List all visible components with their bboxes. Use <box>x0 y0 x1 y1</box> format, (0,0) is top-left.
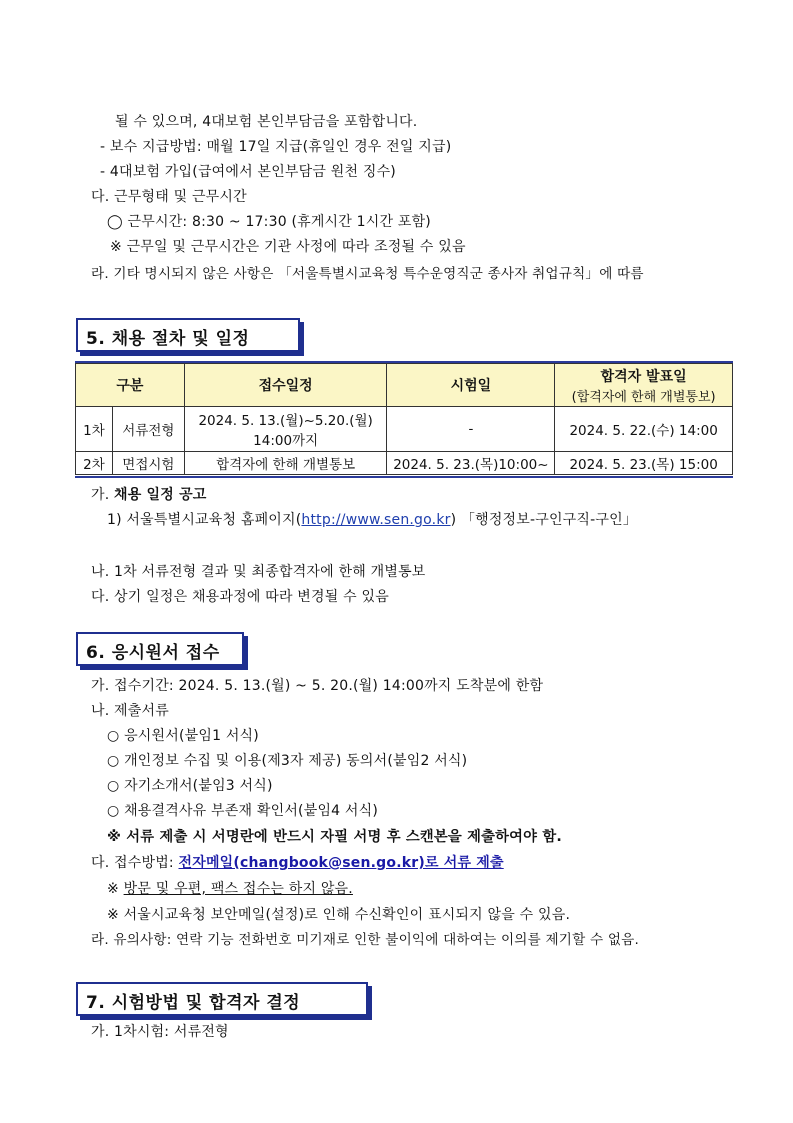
section6-ga: 가. 접수기간: 2024. 5. 13.(월) ~ 5. 20.(월) 14:00까지 도착분에 한함 <box>91 678 544 694</box>
intro-line: 될 수 있으며, 4대보험 본인부담금을 포함합니다. <box>115 114 418 130</box>
section-5-header <box>76 318 300 352</box>
section5-da: 다. 상기 일정은 채용과정에 따라 변경될 수 있음 <box>91 589 389 605</box>
col-header-line: 합격자 발표일 <box>600 368 687 385</box>
section-6-header <box>76 632 244 666</box>
doc-item: ○ 응시원서(붙임1 서식) <box>107 728 259 744</box>
intro-line: ◯ 근무시간: 8:30 ~ 17:30 (휴게시간 1시간 포함) <box>107 214 431 230</box>
cell-exam: 2024. 5. 23.(목)10:00~ <box>387 452 555 475</box>
section6-da <box>91 854 504 872</box>
cell-apply-line: 2024. 5. 13.(월)~5.20.(월) <box>198 413 373 429</box>
homepage-link[interactable]: http://www.sen.go.kr <box>301 512 451 528</box>
email-method[interactable]: 전자메일(changbook@sen.go.kr)로 서류 제출 <box>178 855 504 871</box>
note-prefix: ※ <box>107 881 124 897</box>
doc-item: ○ 채용결격사유 부존재 확인서(붙임4 서식) <box>107 803 379 819</box>
cell-no: 2차 <box>76 452 113 475</box>
section6-note1 <box>107 880 353 898</box>
schedule-table <box>75 363 733 475</box>
intro-line: - 보수 지급방법: 매월 17일 지급(휴일인 경우 전일 지급) <box>100 139 452 155</box>
col-header-sub: (합격자에 한해 개별통보) <box>571 389 716 405</box>
intro-line: - 4대보험 가입(급여에서 본인부담금 원천 징수) <box>100 164 396 180</box>
section5-na: 나. 1차 서류전형 결과 및 최종합격자에 한해 개별통보 <box>91 564 426 580</box>
section-title: 7. 시험방법 및 합격자 결정 <box>86 993 301 1013</box>
table-bottom-rule <box>75 476 733 478</box>
cell-result: 2024. 5. 23.(목) 15:00 <box>555 452 733 475</box>
cell-result: 2024. 5. 22.(수) 14:00 <box>555 407 733 452</box>
table-header-row <box>76 364 733 407</box>
item-prefix: 가. <box>91 487 110 503</box>
section5-ga <box>91 486 207 504</box>
section6-na: 나. 제출서류 <box>91 703 169 719</box>
section-title: 6. 응시원서 접수 <box>86 643 220 663</box>
cell-no: 1차 <box>76 407 113 452</box>
col-header: 구분 <box>76 364 185 407</box>
cell-exam: - <box>387 407 555 452</box>
section-title: 5. 채용 절차 및 일정 <box>86 329 250 349</box>
section-7-header <box>76 982 368 1016</box>
cell-type: 서류전형 <box>112 407 184 452</box>
doc-item: ○ 자기소개서(붙임3 서식) <box>107 778 273 794</box>
doc-item: ○ 개인정보 수집 및 이용(제3자 제공) 동의서(붙임2 서식) <box>107 753 468 769</box>
note-text: 방문 및 우편, 팩스 접수는 하지 않음. <box>123 881 353 897</box>
cell-apply: 합격자에 한해 개별통보 <box>184 452 387 475</box>
section6-note2: ※ 서울시교육청 보안메일(설정)로 인해 수신확인이 표시되지 않을 수 있음. <box>107 907 571 923</box>
item-text: ) 「행정정보-구인구직-구인」 <box>450 512 638 528</box>
item-text: 1) 서울특별시교육청 홈페이지( <box>107 512 302 528</box>
section5-item1 <box>107 511 637 529</box>
intro-line: ※ 근무일 및 근무시간은 기관 사정에 따라 조정될 수 있음 <box>110 239 466 255</box>
item-text: 다. 접수방법: <box>91 855 179 871</box>
cell-apply-line: 14:00까지 <box>253 433 319 449</box>
item-bold-text: 채용 일정 공고 <box>114 487 207 503</box>
table-row <box>76 452 733 475</box>
table-row <box>76 407 733 452</box>
cell-apply <box>184 407 387 452</box>
cell-type: 면접시험 <box>112 452 184 475</box>
section6-ra: 라. 유의사항: 연락 기능 전화번호 미기재로 인한 불이익에 대하여는 이의를 제기할 수 없음. <box>91 932 640 948</box>
intro-line: 라. 기타 명시되지 않은 사항은 「서울특별시교육청 특수운영직군 종사자 취업규칙」에 따름 <box>91 266 644 282</box>
col-header: 접수일정 <box>184 364 387 407</box>
col-header: 시험일 <box>387 364 555 407</box>
signature-notice: ※ 서류 제출 시 서명란에 반드시 자필 서명 후 스캔본을 제출하여야 함. <box>107 829 562 845</box>
col-header <box>555 364 733 407</box>
intro-line: 다. 근무형태 및 근무시간 <box>91 189 247 205</box>
section7-ga: 가. 1차시험: 서류전형 <box>91 1024 229 1040</box>
